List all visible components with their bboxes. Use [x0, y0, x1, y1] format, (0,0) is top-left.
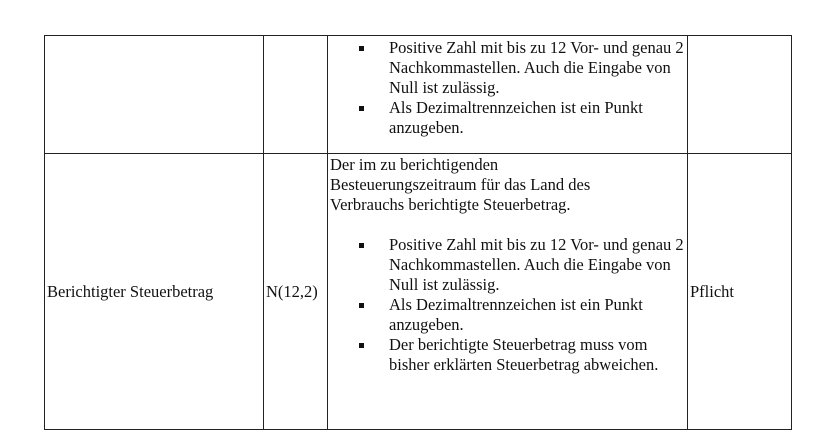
field-type-cell: [264, 36, 328, 154]
bullet-text: Als Dezimaltrennzeichen ist ein Punkt anzugeben.: [389, 98, 643, 137]
requirement-cell: Pflicht: [688, 154, 792, 430]
requirement-cell: [688, 36, 792, 154]
square-bullet-icon: [359, 343, 364, 348]
bullet-text: Positive Zahl mit bis zu 12 Vor- und genau 2 Nachkommastellen. Auch die Eingabe von Null ist zulässig.: [389, 235, 684, 294]
bullet-text: Als Dezimaltrennzeichen ist ein Punkt anzugeben.: [389, 295, 643, 334]
square-bullet-icon: [359, 106, 364, 111]
field-spec-table: [44, 35, 792, 430]
square-bullet-icon: [359, 243, 364, 248]
list-item: [359, 98, 685, 138]
list-item: [359, 295, 685, 335]
bullet-text: Der berichtigte Steuerbetrag muss vom bisher erklärten Steuerbetrag abweichen.: [389, 335, 659, 374]
description-cell: [328, 36, 688, 154]
list-item: [359, 335, 685, 375]
field-name-cell: Berichtigter Steuerbetrag: [45, 154, 264, 430]
table-row: [45, 36, 792, 154]
table-row: [45, 154, 792, 430]
description-cell: [328, 154, 688, 430]
square-bullet-icon: [359, 46, 364, 51]
description-intro: Der im zu berichtigenden Besteuerungszeitraum für das Land des Verbrauchs berichtigte Steuerbetrag.: [330, 155, 591, 214]
list-item: [359, 38, 685, 98]
bullet-list: [330, 38, 685, 138]
list-item: [359, 235, 685, 295]
bullet-text: Positive Zahl mit bis zu 12 Vor- und genau 2 Nachkommastellen. Auch die Eingabe von Null ist zulässig.: [389, 38, 684, 97]
square-bullet-icon: [359, 303, 364, 308]
field-type-cell: N(12,2): [264, 154, 328, 430]
field-name-cell: [45, 36, 264, 154]
bullet-list: [330, 235, 685, 375]
